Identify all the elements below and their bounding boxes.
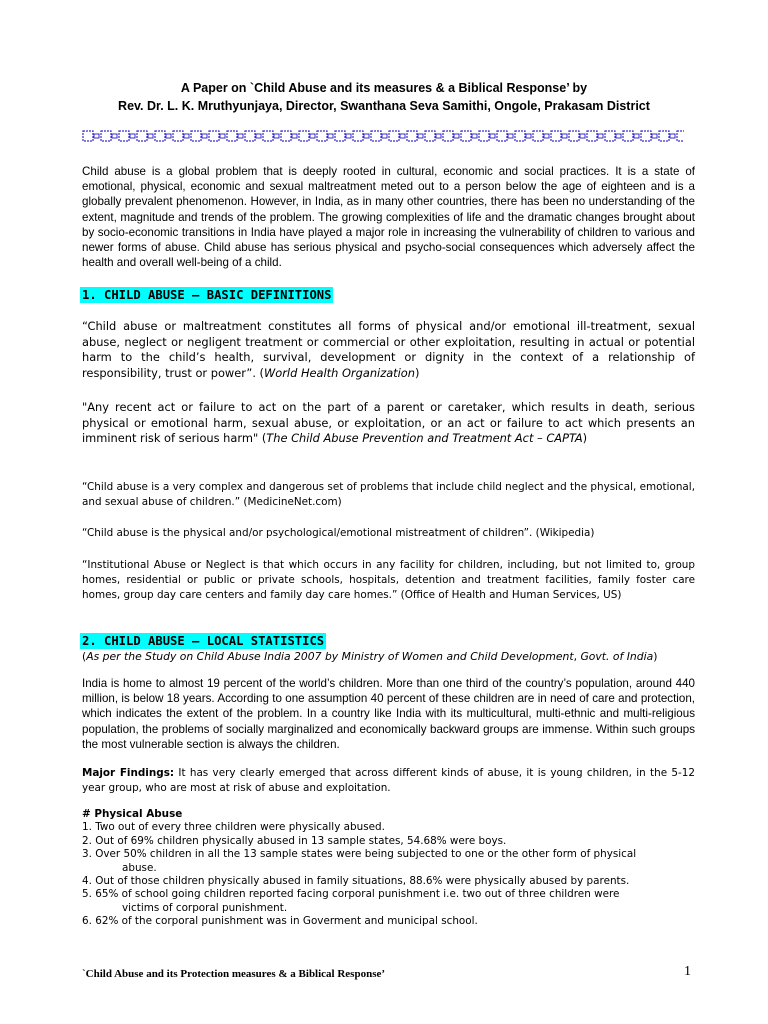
definition-medicinenet: “Child abuse is a very complex and dangerous set of problems that include child neglect and the physical, emotional, and sexual abuse of children.” (MedicineNet.com) bbox=[82, 481, 695, 508]
paper-title-line-1: A Paper on `Child Abuse and its measures & a Biblical Response’ by bbox=[180, 81, 588, 95]
physical-abuse-list bbox=[82, 821, 702, 928]
definition-who bbox=[82, 319, 695, 381]
source-close: ) bbox=[653, 650, 658, 663]
definition-capta-text: "Any recent act or failure to act on the part of a parent or caretaker, which results in death, serious physical or emotional harm, sexual abuse, or exploitation, or an act or failure to act which presents an imminent risk of serious harm" ( bbox=[82, 400, 695, 446]
major-findings-label: Major Findings: bbox=[82, 767, 175, 779]
intro-paragraph: Child abuse is a global problem that is deeply rooted in cultural, economic and social practices. It is a state of emotional, physical, economic and sexual maltreatment meted out to a person below the age of eighteen and is a globally prevalent phenomenon. However, in India, as in many other countries, there has been no understanding of the extent, magnitude and trends of the problem. The growing complexities of life and the dramatic changes brought about by socio-economic transitions in India have played a major role in increasing the vulnerability of children to various and newer forms of abuse. Child abuse has serious physical and psycho-social consequences which adversely affect the health and overall well-being of a child. bbox=[82, 165, 695, 270]
definition-capta-close: ) bbox=[582, 431, 588, 446]
list-item-text: 5. 65% of school going children reported facing corporal punishment i.e. two out of three children were bbox=[82, 888, 620, 901]
definition-capta bbox=[82, 400, 695, 447]
section-1-heading: 1. CHILD ABUSE – BASIC DEFINITIONS bbox=[82, 288, 332, 302]
list-item bbox=[82, 821, 702, 834]
physical-abuse-heading: # Physical Abuse bbox=[82, 808, 183, 820]
list-item-continuation: victims of corporal punishment. bbox=[122, 901, 288, 914]
source-open: ( bbox=[82, 650, 87, 663]
statistics-source bbox=[82, 650, 695, 664]
physical-abuse-section bbox=[82, 808, 702, 929]
list-item-text: 1. Two out of every three children were physically abused. bbox=[82, 821, 385, 834]
definition-who-text: “Child abuse or maltreatment constitutes all forms of physical and/or emotional ill-treatment, sexual abuse, neglect or negligent treatment or commercial or other exploitation, resulting in actual or potential harm to the child’s health, survival, development or dignity in the context of a relationship of responsibility, trust or power”. ( bbox=[82, 319, 695, 380]
paper-title-line-2: Rev. Dr. L. K. Mruthyunjaya, Director, Swanthana Seva Samithi, Ongole, Prakasam District bbox=[118, 99, 650, 113]
major-findings bbox=[82, 766, 695, 796]
footer-page-number: 1 bbox=[684, 964, 691, 979]
definition-who-source: World Health Organization bbox=[264, 365, 415, 380]
list-item bbox=[82, 888, 702, 915]
list-item bbox=[82, 915, 702, 928]
list-item bbox=[82, 835, 702, 848]
list-item-continuation: abuse. bbox=[122, 861, 157, 874]
list-item-text: 6. 62% of the corporal punishment was in Goverment and municipal school. bbox=[82, 915, 478, 928]
list-item-text: 4. Out of those children physically abused in family situations, 88.6% were physically abused by parents. bbox=[82, 875, 630, 888]
list-item bbox=[82, 848, 702, 875]
list-item-text: 2. Out of 69% children physically abused in 13 sample states, 54.68% were boys. bbox=[82, 834, 507, 847]
list-item-text: 3. Over 50% children in all the 13 sample states were being subjected to one or the other form of physical bbox=[82, 848, 637, 861]
definition-capta-source: The Child Abuse Prevention and Treatment Act – CAPTA bbox=[266, 431, 583, 446]
source-government: Govt. of India bbox=[580, 650, 654, 663]
major-findings-text: It has very clearly emerged that across different kinds of abuse, it is young children, in the 5-12 year group, who are most at risk of abuse and exploitation. bbox=[82, 767, 696, 794]
ornament-pattern-icon bbox=[82, 128, 684, 144]
definition-institutional: “Institutional Abuse or Neglect is that which occurs in any facility for children, including, but not limited to, group homes, residential or public or private schools, hospitals, detention and treatment facilities, family foster care homes, group day care centers and family day care homes.” (Office of Health and Human Services, US) bbox=[82, 559, 695, 601]
source-study-title: As per the Study on Child Abuse India 2007 by Ministry of Women and Child Development bbox=[86, 650, 574, 663]
definition-wikipedia: “Child abuse is the physical and/or psychological/emotional mistreatment of children”. (Wikipedia) bbox=[82, 527, 595, 539]
statistics-paragraph: India is home to almost 19 percent of the world’s children. More than one third of the country’s population, around 440 million, is below 18 years. According to one assumption 40 percent of these children are in need of care and protection, which indicates the extent of the problem. In a country like India with its multicultural, multi-ethnic and multi-religious population, the problems of socially marginalized and economically backward groups are immense. Within such groups the most vulnerable section is always the children. bbox=[82, 677, 695, 751]
source-separator: , bbox=[573, 650, 581, 663]
section-2-heading: 2. CHILD ABUSE – LOCAL STATISTICS bbox=[82, 634, 325, 648]
list-item bbox=[82, 875, 702, 888]
footer-running-title: `Child Abuse and its Protection measures & a Biblical Response’ bbox=[82, 968, 386, 980]
decorative-border bbox=[82, 128, 684, 144]
definition-who-close: ) bbox=[415, 365, 420, 380]
